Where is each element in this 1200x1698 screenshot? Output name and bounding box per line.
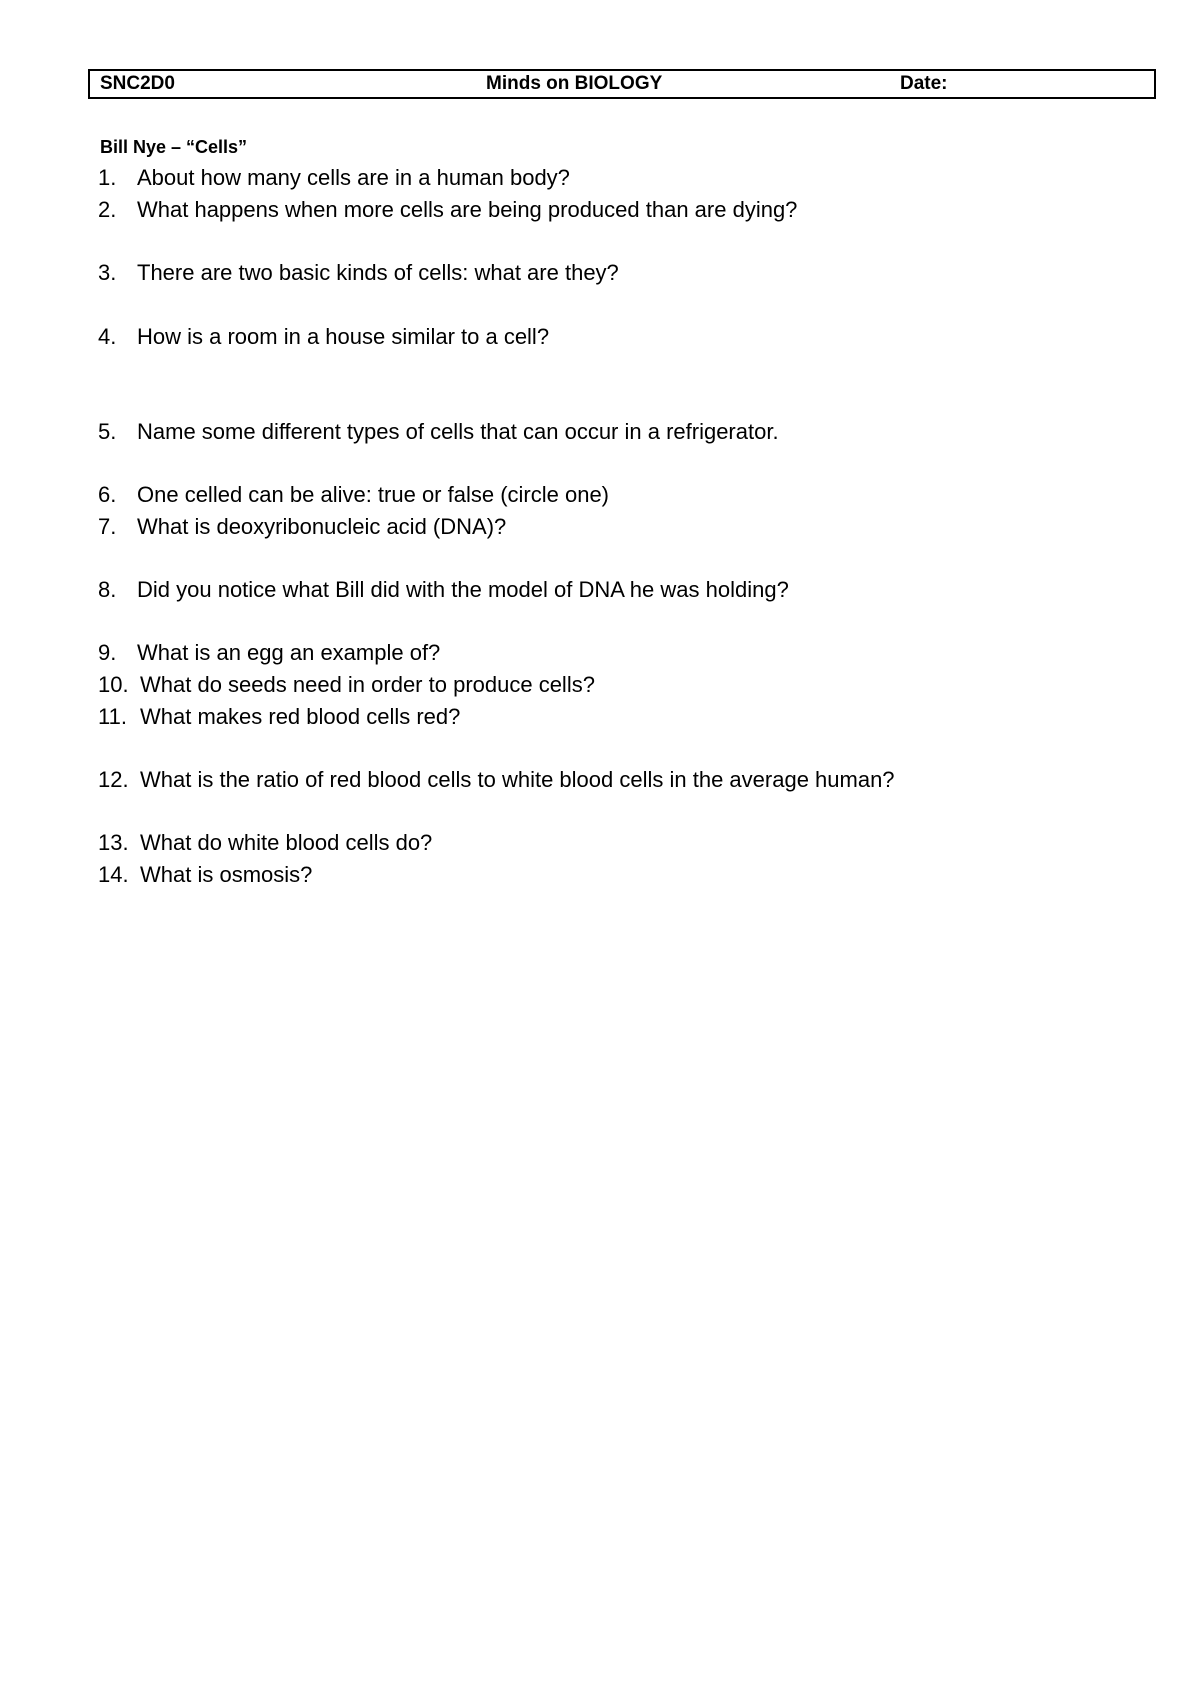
question-text: What is an egg an example of? bbox=[137, 640, 441, 665]
date-label: Date: bbox=[900, 73, 948, 94]
question-text: One celled can be alive: true or false (circle one) bbox=[137, 482, 610, 507]
question-number: 1. bbox=[98, 165, 117, 190]
question-number: 9. bbox=[98, 640, 117, 665]
question-number: 6. bbox=[98, 482, 117, 507]
question-number: 2. bbox=[98, 197, 117, 222]
question-text: What happens when more cells are being produced than are dying? bbox=[137, 197, 798, 222]
question-text: What is osmosis? bbox=[140, 862, 313, 887]
question-text: What do seeds need in order to produce cells? bbox=[140, 672, 595, 697]
worksheet-subtitle: Bill Nye – “Cells” bbox=[100, 137, 248, 157]
question-text: There are two basic kinds of cells: what are they? bbox=[137, 260, 619, 285]
question-number: 4. bbox=[98, 324, 117, 349]
question-text: What do white blood cells do? bbox=[140, 830, 433, 855]
question-number: 7. bbox=[98, 514, 117, 539]
question-number: 14. bbox=[98, 862, 129, 887]
question-text: What makes red blood cells red? bbox=[140, 704, 461, 729]
question-text: What is deoxyribonucleic acid (DNA)? bbox=[137, 514, 507, 539]
question-number: 12. bbox=[98, 767, 129, 792]
question-number: 10. bbox=[98, 672, 129, 697]
question-number: 5. bbox=[98, 419, 117, 444]
course-code: SNC2D0 bbox=[100, 73, 175, 94]
question-text: What is the ratio of red blood cells to white blood cells in the average human? bbox=[140, 767, 895, 792]
question-text: About how many cells are in a human body? bbox=[137, 165, 570, 190]
question-number: 13. bbox=[98, 830, 129, 855]
question-number: 8. bbox=[98, 577, 117, 602]
question-text: Did you notice what Bill did with the model of DNA he was holding? bbox=[137, 577, 789, 602]
worksheet-title: Minds on BIOLOGY bbox=[486, 73, 663, 94]
question-text: How is a room in a house similar to a cell? bbox=[137, 324, 550, 349]
question-number: 11. bbox=[98, 704, 127, 729]
question-number: 3. bbox=[98, 260, 117, 285]
question-text: Name some different types of cells that can occur in a refrigerator. bbox=[137, 419, 779, 444]
